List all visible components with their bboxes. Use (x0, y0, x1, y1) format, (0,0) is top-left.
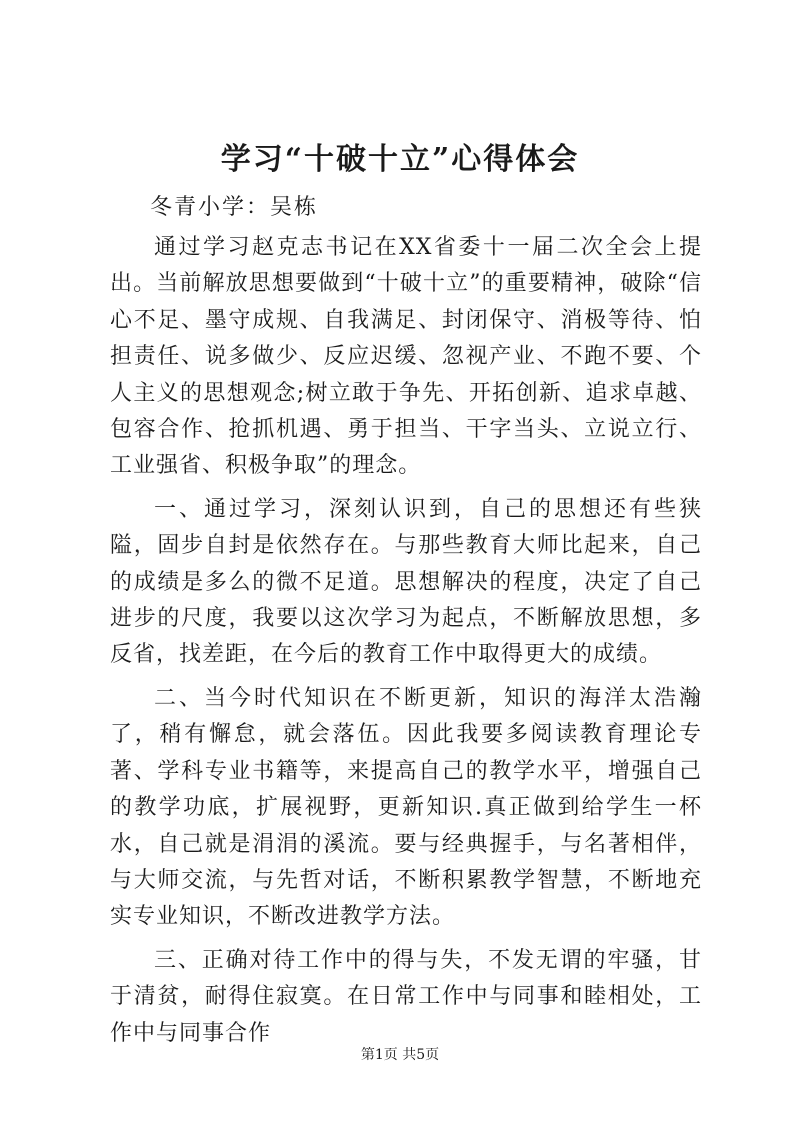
document-title: 学习“十破十立”心得体会 (220, 142, 580, 177)
document-body (110, 230, 702, 1059)
paragraph-point-two: 二、当今时代知识在不断更新，知识的海洋太浩瀚了，稍有懈怠，就会落伍。因此我要多阅读教育理论专著、学科专业书籍等，来提高自己的教学水平，增强自己的教学功底，扩展视野，更新知识.真正做到给学生一杯水，自己就是涓涓的溪流。要与经典握手，与名著相伴，与大师交流，与先哲对话，不断积累教学智慧，不断地充实专业知识，不断改进教学方法。 (110, 685, 702, 930)
author-line: 冬青小学：吴栋 (150, 195, 319, 220)
paragraph-intro: 通过学习赵克志书记在XX省委十一届二次全会上提出。当前解放思想要做到“十破十立”的重要精神，破除“信心不足、墨守成规、自我满足、封闭保守、消极等待、怕担责任、说多做少、反应迟缓、忽视产业、不跑不要、个人主义的思想观念;树立敢于争先、开拓创新、追求卓越、包容合作、抢抓机遇、勇于担当、干字当头、立说立行、工业强省、积极争取”的理念。 (110, 235, 702, 479)
paragraph-point-one: 一、通过学习，深刻认识到，自己的思想还有些狭隘，固步自封是依然存在。与那些教育大师比起来，自己的成绩是多么的微不足道。思想解决的程度，决定了自己进步的尺度，我要以这次学习为起点，不断解放思想，多反省，找差距，在今后的教育工作中取得更大的成绩。 (110, 496, 702, 668)
paragraph-point-three: 三、正确对待工作中的得与失，不发无谓的牢骚，甘于清贫，耐得住寂寞。在日常工作中与同事和睦相处，工作中与同事合作 (110, 947, 702, 1046)
page-number-footer: 第1页 共5页 (360, 1047, 440, 1063)
